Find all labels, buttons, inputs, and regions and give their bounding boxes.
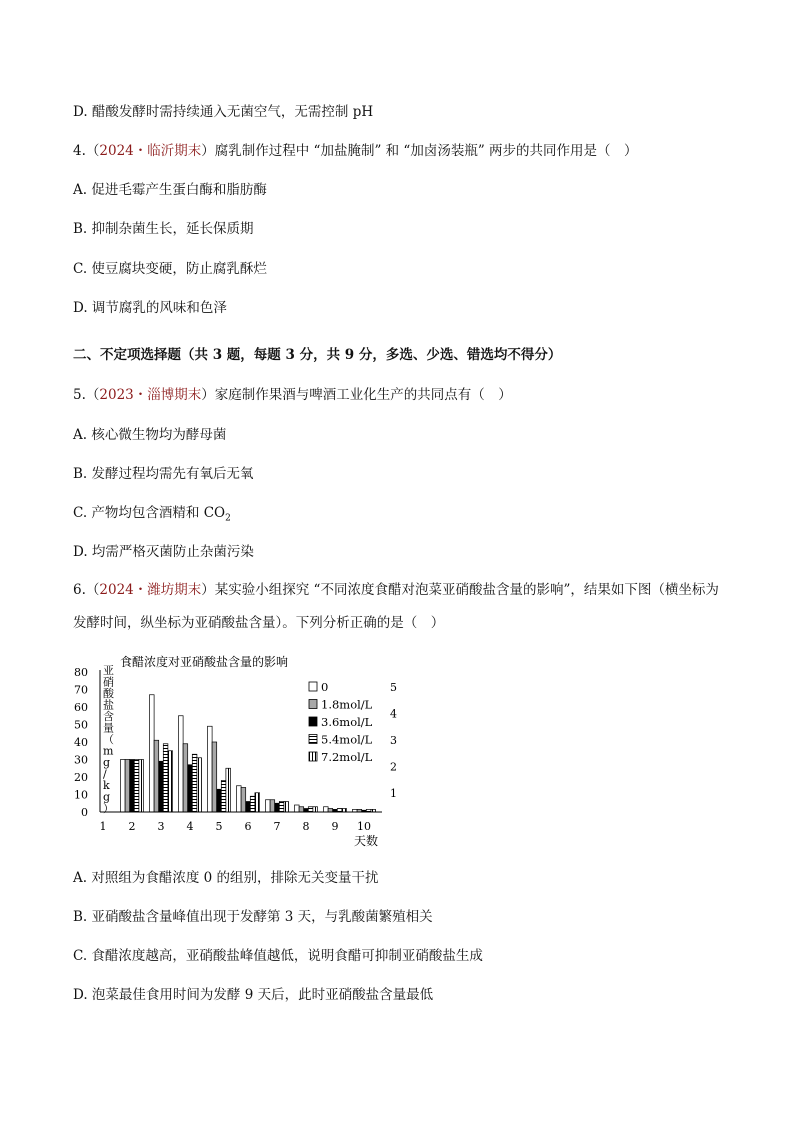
bar	[139, 760, 144, 813]
bar	[313, 807, 318, 812]
right-axis-tick: 5	[390, 681, 397, 694]
q5-option-c-subscript: 2	[225, 513, 231, 524]
q5-option-c	[73, 503, 231, 529]
y-label-char: 亚	[103, 664, 114, 677]
y-label-char: 含	[103, 710, 114, 723]
x-tick-label: 2	[128, 820, 136, 833]
bar	[217, 789, 222, 812]
bar	[121, 760, 126, 813]
bar	[154, 740, 159, 812]
legend-label: 5.4mol/L	[321, 732, 373, 747]
legend-label: 0	[321, 680, 329, 694]
legend-swatch	[309, 735, 317, 744]
section-2-heading: 二、不定项选择题（共 3 题，每题 3 分，共 9 分，多选、少选、错选均不得分）	[73, 347, 562, 363]
q5-option-d: D. 均需严格灭菌防止杂菌污染	[73, 544, 254, 560]
q6-stem	[73, 574, 723, 640]
right-axis-tick: 2	[390, 760, 397, 774]
q5-stem	[73, 385, 512, 405]
bar	[275, 803, 280, 812]
bar	[246, 802, 251, 813]
right-axis-tick: 4	[390, 707, 397, 721]
legend-swatch	[309, 752, 317, 761]
bar	[179, 716, 184, 812]
bar	[134, 760, 139, 813]
q6-option-b: B. 亚硝酸盐含量峰值出现于发酵第 3 天，与乳酸菌繁殖相关	[73, 909, 433, 925]
legend-swatch	[309, 717, 317, 726]
q5-number: 5.（	[73, 387, 100, 403]
q5-option-b: B. 发酵过程均需先有氧后无氧	[73, 466, 254, 482]
y-axis-ticks	[74, 666, 88, 819]
bar	[212, 742, 217, 812]
y-label-char: 盐	[103, 698, 114, 712]
q4-option-d: D. 调节腐乳的风味和色泽	[73, 300, 227, 316]
legend-swatch	[309, 682, 317, 691]
right-axis-tick: 1	[390, 787, 397, 800]
y-tick-label: 30	[74, 753, 88, 767]
legend-label: 1.8mol/L	[321, 697, 373, 712]
q3-option-d: D. 醋酸发酵时需持续通入无菌空气，无需控制 pH	[73, 104, 374, 120]
legend-swatch	[309, 700, 317, 709]
y-label-char: g	[103, 790, 111, 804]
bar	[270, 800, 275, 812]
right-axis-ticks	[390, 681, 397, 800]
q4-number: 4.（	[73, 143, 100, 159]
q6-number: 6.（	[73, 582, 100, 598]
bar	[266, 800, 271, 812]
legend-label: 3.6mol/L	[321, 715, 373, 729]
bar	[183, 744, 188, 812]
x-tick-label: 4	[186, 820, 194, 833]
x-tick-label: 8	[302, 820, 310, 833]
y-tick-label: 60	[74, 701, 88, 714]
y-label-char: m	[103, 744, 114, 758]
q6-text: ）某实验小组探究 “不同浓度食醋对泡菜亚硝酸盐含量的影响”，结果如下图（横坐标为发酵时间，纵坐标为亚硝酸盐含量）。下列分析正确的是（ ）	[73, 582, 719, 631]
chart-title: 食醋浓度对亚硝酸盐含量的影响	[120, 655, 289, 669]
x-tick-label: 10	[357, 820, 371, 833]
bar	[197, 758, 202, 812]
x-tick-label: 1	[99, 820, 107, 833]
y-label-char: 硝	[103, 675, 114, 689]
bar	[150, 695, 155, 812]
y-tick-label: 0	[81, 806, 88, 819]
bar	[221, 781, 226, 813]
y-label-char: /	[103, 767, 107, 781]
bar	[337, 809, 342, 813]
x-axis-label: 天数	[354, 834, 379, 848]
q4-text: ）腐乳制作过程中 “加盐腌制” 和 “加卤汤装瓶” 两步的共同作用是（ ）	[201, 143, 638, 159]
y-tick-label: 10	[74, 788, 88, 802]
nitrite-bar-chart	[62, 648, 402, 853]
bar	[125, 760, 130, 813]
bar	[241, 788, 246, 813]
y-label-char: （	[103, 733, 114, 746]
bar	[284, 802, 289, 813]
bar	[308, 807, 313, 812]
x-tick-label: 9	[331, 820, 339, 833]
legend	[309, 680, 373, 764]
q4-option-c: C. 使豆腐块变硬，防止腐乳酥烂	[73, 261, 267, 277]
bar	[299, 807, 304, 812]
y-tick-label: 70	[74, 683, 88, 697]
y-axis-label	[103, 664, 115, 815]
bar	[279, 802, 284, 813]
q4-option-b: B. 抑制杂菌生长，延长保质期	[73, 221, 254, 237]
q4-stem	[73, 141, 638, 161]
q6-option-a: A. 对照组为食醋浓度 0 的组别，排除无关变量干扰	[73, 870, 379, 886]
bar	[328, 809, 333, 813]
q6-option-c: C. 食醋浓度越高，亚硝酸盐峰值越低，说明食醋可抑制亚硝酸盐生成	[73, 948, 483, 964]
y-tick-label: 50	[74, 718, 88, 732]
q5-source: 2023・淄博期末	[99, 387, 202, 403]
y-label-char: ）	[103, 802, 114, 815]
bar	[163, 744, 168, 812]
bar	[130, 760, 135, 813]
bar	[237, 786, 242, 812]
bar	[159, 761, 164, 812]
q4-source: 2024・临沂期末	[99, 143, 202, 159]
bar	[188, 765, 193, 812]
y-label-char: 酸	[103, 687, 114, 700]
bar	[304, 809, 309, 813]
bar	[255, 793, 260, 812]
x-tick-label: 7	[273, 820, 281, 833]
q6-source: 2024・潍坊期末	[99, 582, 202, 598]
bar	[250, 796, 255, 812]
bar	[208, 726, 213, 812]
x-tick-label: 5	[215, 820, 223, 833]
q5-option-c-text: C. 产物均包含酒精和 CO	[73, 505, 226, 521]
q5-text: ）家庭制作果酒与啤酒工业化生产的共同点有（ ）	[201, 387, 512, 403]
bar	[295, 805, 300, 812]
x-tick-label: 6	[244, 820, 252, 833]
y-tick-label: 80	[74, 666, 88, 679]
x-axis-ticks	[100, 820, 372, 833]
x-tick-label: 3	[157, 820, 165, 833]
legend-label: 7.2mol/L	[321, 750, 373, 764]
bar	[192, 754, 197, 812]
q6-option-d: D. 泡菜最佳食用时间为发酵 9 天后，此时亚硝酸盐含量最低	[73, 987, 434, 1003]
y-tick-label: 40	[74, 736, 88, 749]
q5-option-a: A. 核心微生物均为酵母菌	[73, 427, 227, 443]
bar	[168, 751, 173, 812]
y-tick-label: 20	[74, 771, 88, 784]
q4-option-a: A. 促进毛霉产生蛋白酶和脂肪酶	[73, 182, 267, 198]
y-label-char: k	[103, 779, 110, 792]
bar	[324, 807, 329, 812]
y-label-char: 量	[103, 721, 114, 735]
bar	[342, 809, 347, 813]
y-label-char: g	[103, 756, 111, 769]
right-axis-tick: 3	[390, 734, 397, 747]
bar	[226, 768, 231, 812]
